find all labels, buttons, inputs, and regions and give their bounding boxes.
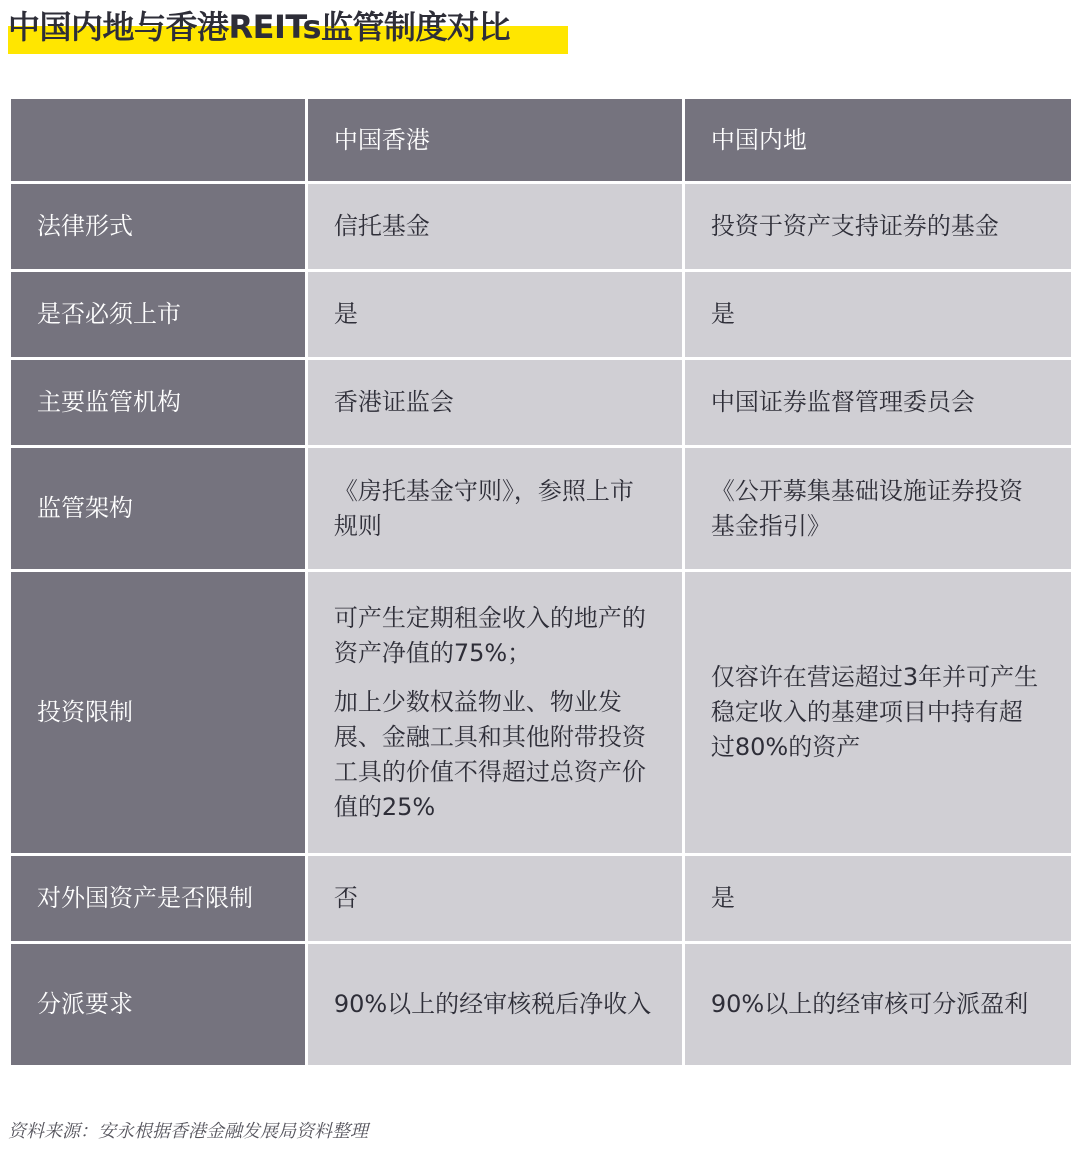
cell-cn [683,271,1072,359]
cell-hk [306,183,683,271]
cell-text: 《公开募集基础设施证券投资基金指引》 [710,476,1023,540]
row-label: 分派要求 [10,943,307,1067]
cell-text: 是 [710,884,735,912]
title-block [8,4,510,54]
cell-hk [306,359,683,447]
cell-text: 香港证监会 [333,388,454,416]
table-row [10,183,1073,271]
table-row [10,571,1073,855]
cell-text: 否 [333,884,358,912]
cell-text: 《房托基金守则》，参照上市规则 [333,476,634,540]
header-cell-hk: 中国香港 [306,98,683,183]
table-row [10,855,1073,943]
table-row [10,943,1073,1067]
cell-text: 可产生定期租金收入的地产的资产净值的75%； [333,603,646,667]
cell-hk [306,855,683,943]
cell-hk [306,571,683,855]
row-label: 法律形式 [10,183,307,271]
cell-text: 仅容许在营运超过3年并可产生稳定收入的基建项目中持有超过80%的资产 [710,663,1039,761]
table-row [10,447,1073,571]
row-label: 投资限制 [10,571,307,855]
cell-text: 中国证券监督管理委员会 [710,388,975,416]
cell-text: 是 [333,300,358,328]
table-row [10,271,1073,359]
cell-hk [306,447,683,571]
row-label: 主要监管机构 [10,359,307,447]
header-cell-empty [10,98,307,183]
cell-text: 90%以上的经审核可分派盈利 [710,990,1029,1018]
source-note: 资料来源：安永根据香港金融发展局资料整理 [8,1121,368,1142]
comparison-table [8,96,1074,1068]
cell-hk [306,943,683,1067]
page-title: 中国内地与香港REITs监管制度对比 [8,8,511,46]
cell-cn [683,183,1072,271]
cell-hk [306,271,683,359]
cell-text: 投资于资产支持证券的基金 [710,212,999,240]
cell-text: 是 [710,300,735,328]
cell-text: 信托基金 [333,212,430,240]
cell-cn [683,359,1072,447]
row-label: 监管架构 [10,447,307,571]
row-label: 是否必须上市 [10,271,307,359]
cell-cn [683,943,1072,1067]
cell-cn [683,447,1072,571]
table-header-row [10,98,1073,183]
row-label: 对外国资产是否限制 [10,855,307,943]
cell-cn [683,855,1072,943]
header-cell-cn: 中国内地 [683,98,1072,183]
table-row [10,359,1073,447]
cell-text: 90%以上的经审核税后净收入 [333,990,652,1018]
cell-cn [683,571,1072,855]
cell-text: 加上少数权益物业、物业发展、金融工具和其他附带投资工具的价值不得超过总资产价值的25% [333,687,646,821]
